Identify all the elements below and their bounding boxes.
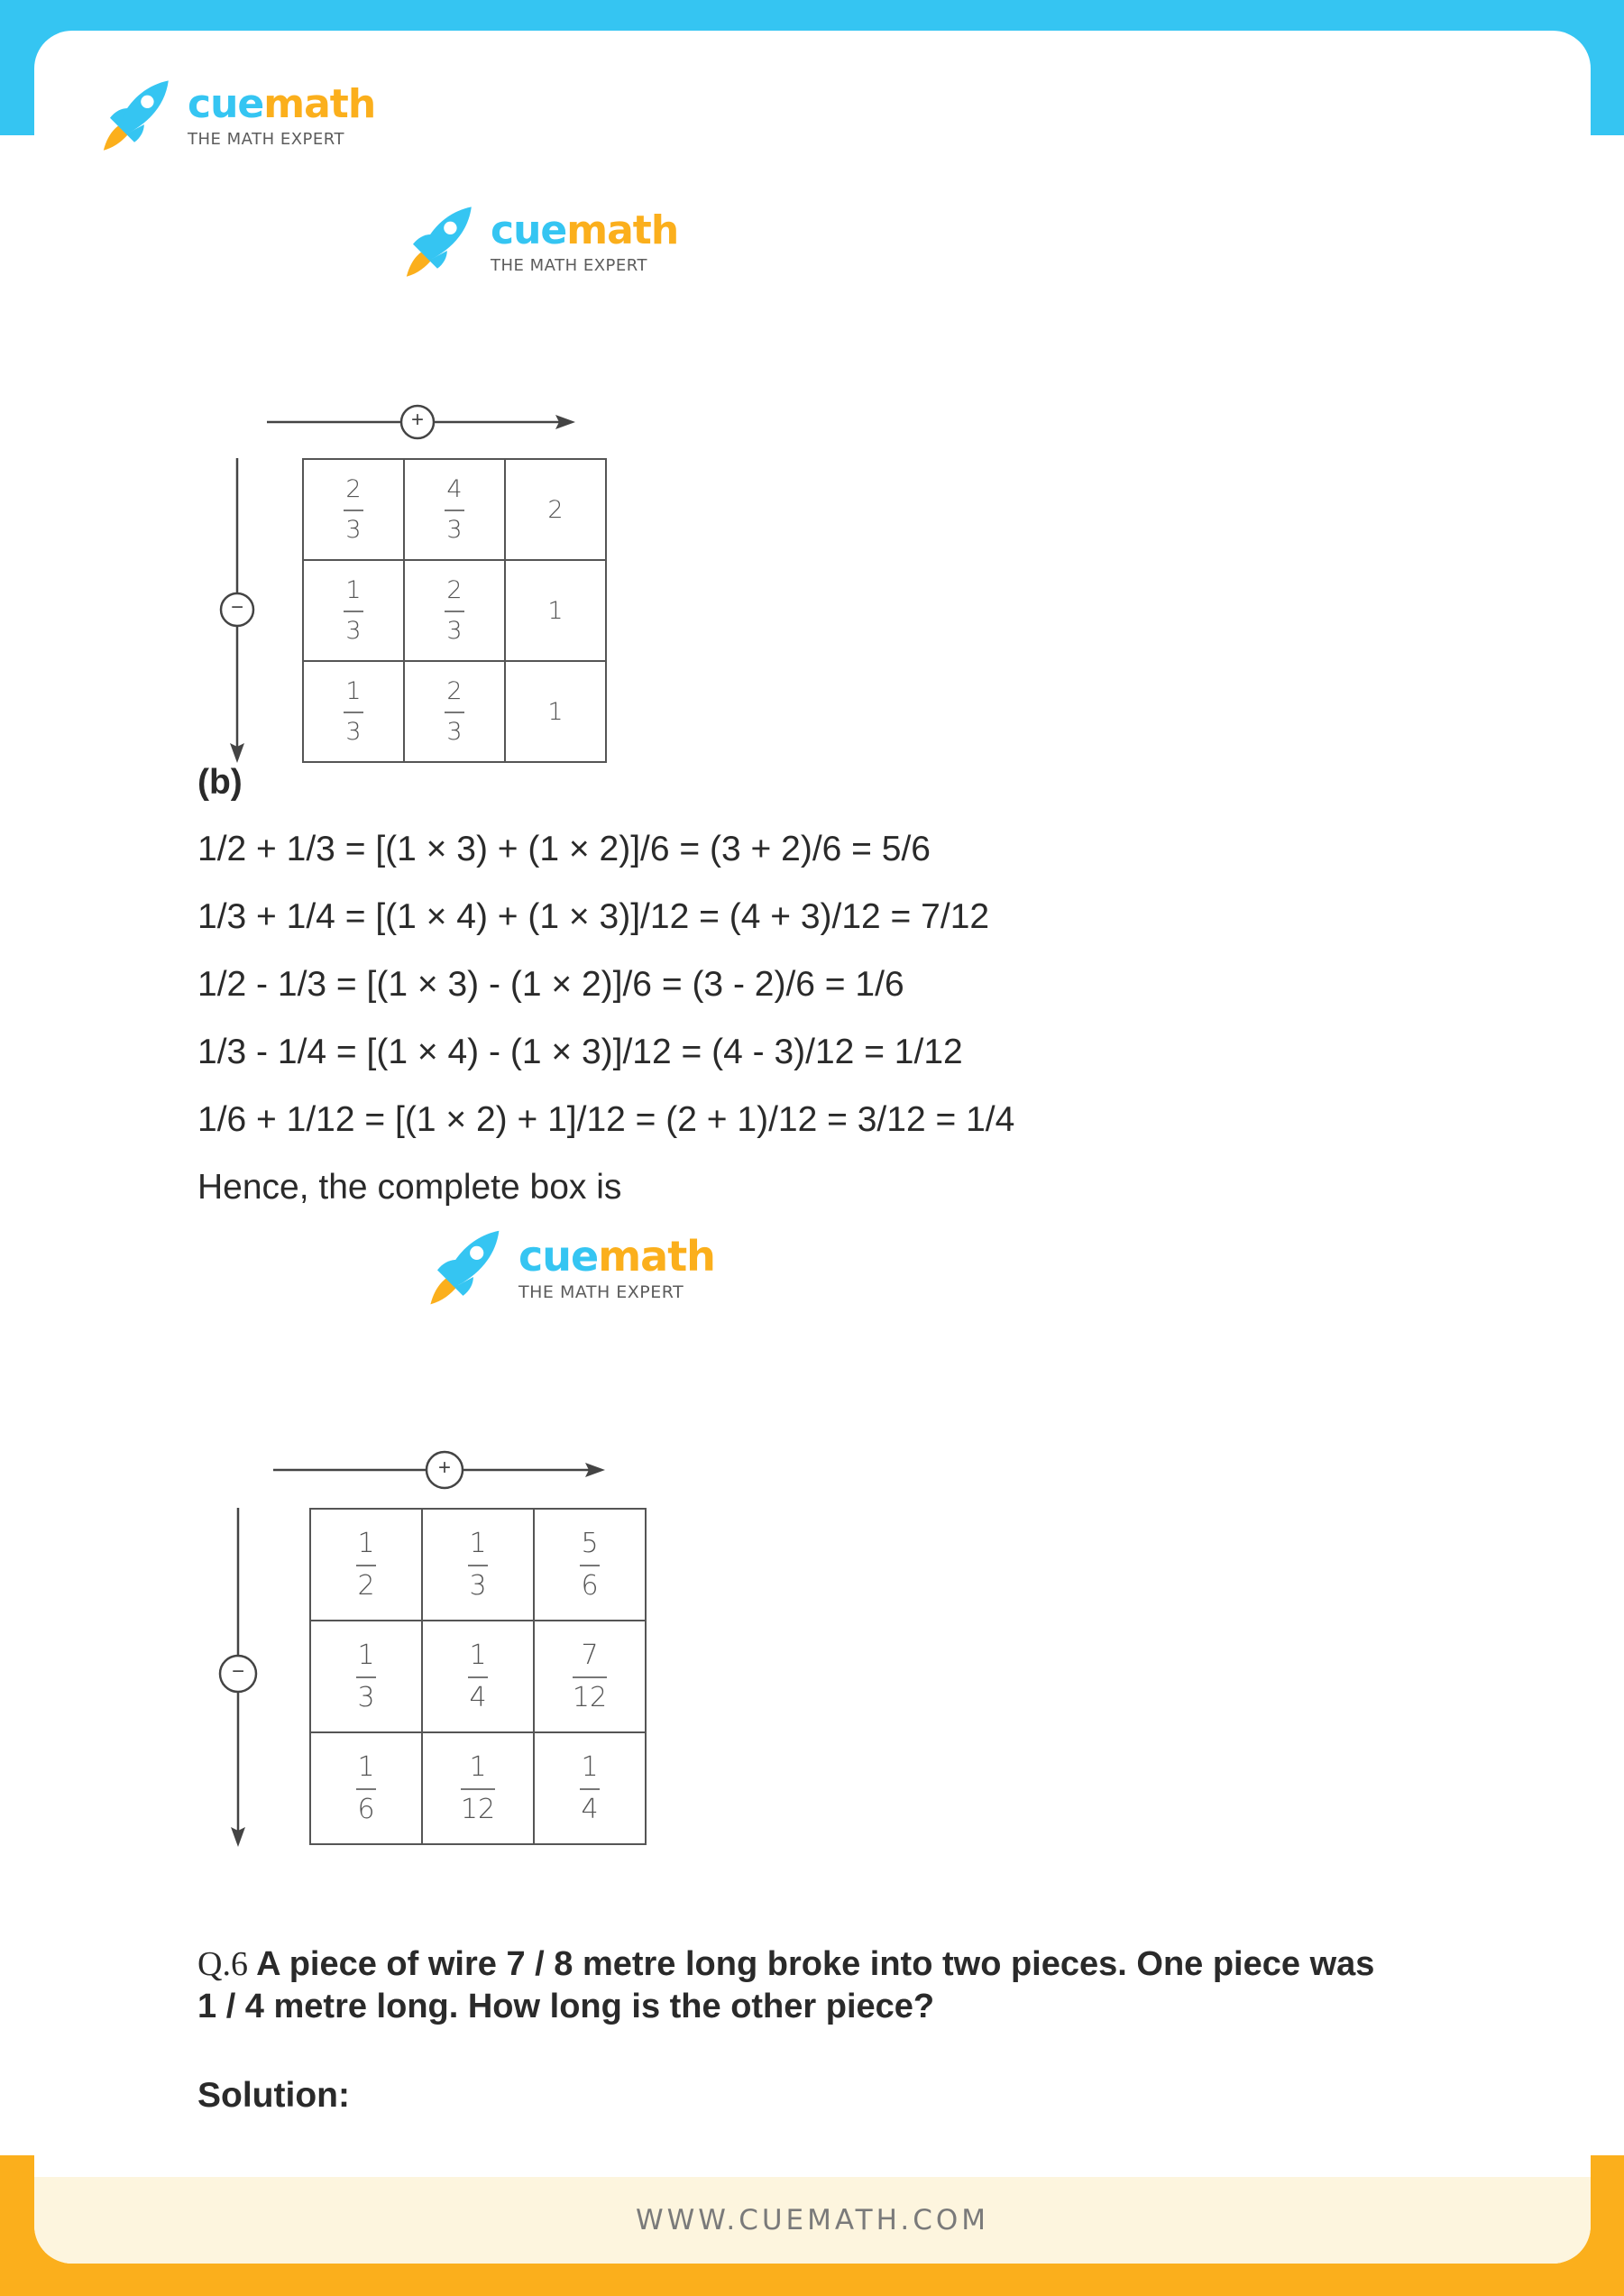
- equation-line-3: 1/2 - 1/3 = [(1 × 3) - (1 × 2)]/6 = (3 - 2)/6 = 1/6: [197, 965, 904, 1004]
- fraction-denominator: 3: [446, 717, 463, 746]
- watermark-logo: [420, 1226, 715, 1311]
- fraction: [344, 475, 363, 543]
- fraction-denominator: 3: [345, 717, 362, 746]
- fraction-denominator: 6: [357, 1794, 375, 1825]
- fraction-bar: [445, 712, 464, 713]
- plus-circle-icon: +: [410, 408, 424, 432]
- equation-line-5: 1/6 + 1/12 = [(1 × 2) + 1]/12 = (2 + 1)/12 = 3/12 = 1/4: [197, 1100, 1015, 1139]
- header-logo: [94, 76, 375, 157]
- grid-cell: [303, 661, 404, 762]
- fraction-numerator: 1: [357, 1639, 375, 1671]
- grid-row: [303, 560, 606, 661]
- grid-row: [310, 1509, 646, 1621]
- brand-math: math: [598, 1231, 715, 1281]
- fraction-bar: [445, 510, 464, 511]
- brand-tagline: THE MATH EXPERT: [188, 129, 344, 149]
- fraction-bar: [344, 712, 363, 713]
- fraction-bar: [573, 1676, 607, 1678]
- part-b-label: (b): [197, 763, 243, 802]
- brand-math: math: [566, 207, 679, 253]
- watermark-logo: [397, 202, 678, 283]
- fraction: [356, 1529, 376, 1603]
- footer: [34, 2177, 1591, 2264]
- grid-cell: [505, 459, 606, 560]
- fraction: [580, 1529, 600, 1603]
- fraction-numerator: 1: [345, 677, 362, 706]
- fraction-bar: [468, 1676, 488, 1678]
- grid-row: [303, 459, 606, 560]
- grid-cell: [404, 560, 505, 661]
- grid-row: [310, 1621, 646, 1732]
- question-text-2: 1 / 4 metre long. How long is the other piece?: [197, 1988, 935, 2025]
- brand-cue: cue: [518, 1231, 599, 1281]
- fraction-numerator: 1: [469, 1527, 487, 1559]
- fraction: [461, 1752, 495, 1826]
- grid-cell: [422, 1621, 534, 1732]
- rocket-icon: [94, 76, 175, 157]
- fraction: [573, 1640, 607, 1714]
- integer-value: 1: [547, 697, 564, 726]
- fraction: [468, 1640, 488, 1714]
- fraction: [445, 475, 464, 543]
- fraction-bar: [356, 1788, 376, 1790]
- minus-circle-icon: −: [231, 1659, 244, 1684]
- fraction-numerator: 1: [469, 1639, 487, 1671]
- fraction-denominator: 3: [469, 1570, 487, 1602]
- grid-a-table: [302, 458, 607, 763]
- fraction-denominator: 12: [572, 1682, 608, 1713]
- brand-cue: cue: [491, 207, 567, 253]
- fraction: [468, 1529, 488, 1603]
- fraction: [580, 1752, 600, 1826]
- fraction-denominator: 3: [357, 1682, 375, 1713]
- grid-row: [303, 661, 606, 762]
- fraction-bar: [344, 611, 363, 612]
- grid-cell: [534, 1732, 646, 1844]
- fraction-bar: [580, 1788, 600, 1790]
- fraction-numerator: 1: [357, 1527, 375, 1559]
- question-6-line-1: [197, 1944, 1374, 1984]
- brand-tagline: THE MATH EXPERT: [491, 255, 647, 275]
- brand-math: math: [263, 80, 376, 127]
- fraction-numerator: 2: [446, 677, 463, 706]
- solution-label: Solution:: [197, 2076, 350, 2115]
- footer-website-link[interactable]: WWW.CUEMATH.COM: [635, 2204, 990, 2236]
- rocket-icon: [420, 1226, 506, 1311]
- fraction-denominator: 4: [469, 1682, 487, 1713]
- fraction-numerator: 1: [357, 1750, 375, 1783]
- brand-tagline: THE MATH EXPERT: [518, 1281, 684, 1302]
- fraction-bar: [356, 1676, 376, 1678]
- brand-cue: cue: [188, 80, 264, 127]
- fraction: [356, 1752, 376, 1826]
- fraction-denominator: 3: [345, 515, 362, 544]
- fraction-bar: [445, 611, 464, 612]
- question-text-1: A piece of wire 7 / 8 metre long broke into two pieces. One piece was: [256, 1945, 1375, 1983]
- fraction-bar: [461, 1788, 495, 1790]
- conclusion-text: Hence, the complete box is: [197, 1168, 622, 1207]
- grid-cell: [303, 459, 404, 560]
- question-number: Q.6: [197, 1945, 248, 1983]
- fraction-denominator: 4: [581, 1794, 599, 1825]
- fraction-bar: [580, 1565, 600, 1566]
- fraction-box-a: [206, 373, 620, 770]
- grid-cell: [310, 1621, 422, 1732]
- fraction-numerator: 1: [581, 1750, 599, 1783]
- fraction-bar: [356, 1565, 376, 1566]
- fraction-numerator: 5: [581, 1527, 599, 1559]
- equation-line-2: 1/3 + 1/4 = [(1 × 4) + (1 × 3)]/12 = (4 + 3)/12 = 7/12: [197, 897, 990, 936]
- fraction-numerator: 1: [345, 576, 362, 605]
- page-card: [34, 31, 1591, 2264]
- grid-cell: [422, 1732, 534, 1844]
- rocket-icon: [397, 202, 478, 283]
- grid-cell: [310, 1732, 422, 1844]
- fraction: [445, 576, 464, 644]
- fraction-bar: [344, 510, 363, 511]
- grid-cell: [505, 661, 606, 762]
- grid-cell: [404, 661, 505, 762]
- grid-cell: [422, 1509, 534, 1621]
- fraction-denominator: 3: [446, 515, 463, 544]
- fraction-denominator: 12: [460, 1794, 496, 1825]
- grid-b-table: [309, 1508, 647, 1845]
- fraction-denominator: 2: [357, 1570, 375, 1602]
- fraction-denominator: 6: [581, 1570, 599, 1602]
- fraction-bar: [468, 1565, 488, 1566]
- fraction-denominator: 3: [446, 616, 463, 645]
- fraction: [356, 1640, 376, 1714]
- fraction-numerator: 2: [446, 576, 463, 605]
- fraction-box-b: [210, 1419, 661, 1870]
- grid-cell: [310, 1509, 422, 1621]
- grid-cell: [534, 1509, 646, 1621]
- grid-row: [310, 1732, 646, 1844]
- integer-value: 1: [547, 596, 564, 625]
- grid-cell: [505, 560, 606, 661]
- fraction-denominator: 3: [345, 616, 362, 645]
- equation-line-4: 1/3 - 1/4 = [(1 × 4) - (1 × 3)]/12 = (4 - 3)/12 = 1/12: [197, 1033, 963, 1071]
- fraction: [344, 677, 363, 745]
- grid-cell: [404, 459, 505, 560]
- grid-cell: [303, 560, 404, 661]
- integer-value: 2: [547, 495, 564, 524]
- grid-cell: [534, 1621, 646, 1732]
- equation-line-1: 1/2 + 1/3 = [(1 × 3) + (1 × 2)]/6 = (3 + 2)/6 = 5/6: [197, 830, 931, 868]
- fraction: [344, 576, 363, 644]
- minus-circle-icon: −: [230, 595, 243, 620]
- fraction-numerator: 1: [469, 1750, 487, 1783]
- fraction-numerator: 2: [345, 475, 362, 504]
- fraction-numerator: 4: [446, 475, 463, 504]
- fraction-numerator: 7: [581, 1639, 599, 1671]
- fraction: [445, 677, 464, 745]
- plus-circle-icon: +: [437, 1456, 451, 1480]
